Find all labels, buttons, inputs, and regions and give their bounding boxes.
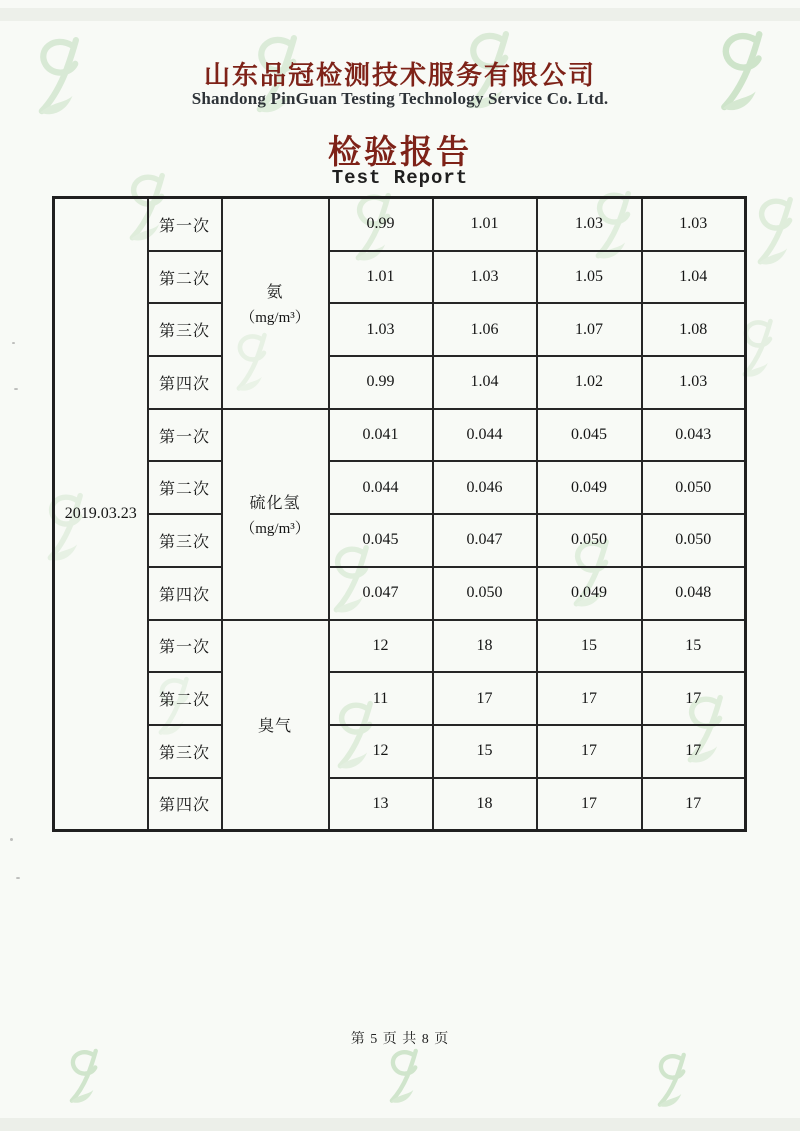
value-cell: 1.08: [642, 303, 746, 356]
value-cell: 0.050: [642, 514, 746, 567]
table-row: [54, 778, 746, 831]
value-cell: 15: [642, 620, 746, 673]
value-cell: 0.047: [329, 567, 433, 620]
trial-label-cell: 第三次: [148, 303, 222, 356]
value-cell: 0.041: [329, 409, 433, 462]
value-cell: 1.02: [537, 356, 642, 409]
value-cell: 0.046: [433, 461, 537, 514]
value-cell: 0.048: [642, 567, 746, 620]
trial-label-cell: 第四次: [148, 356, 222, 409]
table-row: [54, 672, 746, 725]
scan-speck: [10, 838, 13, 841]
value-cell: 0.049: [537, 567, 642, 620]
value-cell: 1.01: [329, 251, 433, 304]
watermark-logo-icon: [384, 1048, 428, 1104]
scan-speck: [12, 342, 15, 344]
value-cell: 0.043: [642, 409, 746, 462]
value-cell: 0.047: [433, 514, 537, 567]
value-cell: 0.99: [329, 198, 433, 251]
trial-label-cell: 第三次: [148, 725, 222, 778]
value-cell: 17: [537, 725, 642, 778]
value-cell: 1.06: [433, 303, 537, 356]
value-cell: 17: [642, 725, 746, 778]
value-cell: 12: [329, 620, 433, 673]
trial-label-cell: 第三次: [148, 514, 222, 567]
value-cell: 1.01: [433, 198, 537, 251]
trial-label-cell: 第一次: [148, 198, 222, 251]
trial-label-cell: 第二次: [148, 251, 222, 304]
table-row: [54, 461, 746, 514]
test-results-table: [52, 196, 747, 832]
value-cell: 0.049: [537, 461, 642, 514]
report-title-en: Test Report: [331, 167, 469, 189]
table-row: [54, 620, 746, 673]
value-cell: 18: [433, 620, 537, 673]
table-row: [54, 567, 746, 620]
table-row: [54, 356, 746, 409]
value-cell: 1.04: [642, 251, 746, 304]
value-cell: 0.044: [329, 461, 433, 514]
table-row: [54, 251, 746, 304]
value-cell: 0.044: [433, 409, 537, 462]
value-cell: 1.03: [329, 303, 433, 356]
value-cell: 15: [433, 725, 537, 778]
watermark-logo-icon: [64, 1048, 108, 1104]
value-cell: 0.050: [642, 461, 746, 514]
watermark-logo-icon: [652, 1052, 696, 1108]
value-cell: 17: [433, 672, 537, 725]
company-name-en: Shandong PinGuan Testing Technology Service Co. Ltd.: [191, 89, 609, 108]
value-cell: 0.045: [329, 514, 433, 567]
value-cell: 12: [329, 725, 433, 778]
value-cell: 1.03: [642, 356, 746, 409]
value-cell: 0.045: [537, 409, 642, 462]
parameter-name: 臭气: [257, 718, 292, 736]
table-row: [54, 409, 746, 462]
parameter-unit: （mg/m³）: [240, 310, 310, 327]
trial-label-cell: 第一次: [148, 620, 222, 673]
value-cell: 1.07: [537, 303, 642, 356]
page-number: 第 5 页 共 8 页: [350, 1032, 450, 1047]
value-cell: 0.050: [537, 514, 642, 567]
trial-label-cell: 第一次: [148, 409, 222, 462]
scan-edge-bottom: [0, 1118, 800, 1131]
parameter-cell-hydrogen-sulfide: [222, 409, 329, 620]
scan-speck: [14, 388, 18, 390]
watermark-logo-icon: [750, 196, 800, 266]
value-cell: 1.04: [433, 356, 537, 409]
value-cell: 18: [433, 778, 537, 831]
value-cell: 1.03: [433, 251, 537, 304]
value-cell: 17: [537, 672, 642, 725]
report-title-cn: 检验报告: [328, 135, 472, 171]
company-name-cn: 山东品冠检测技术服务有限公司: [203, 61, 596, 90]
scan-speck: [16, 877, 20, 879]
value-cell: 17: [537, 778, 642, 831]
trial-label-cell: 第二次: [148, 672, 222, 725]
value-cell: 0.99: [329, 356, 433, 409]
trial-label-cell: 第四次: [148, 778, 222, 831]
value-cell: 1.03: [537, 198, 642, 251]
trial-label-cell: 第二次: [148, 461, 222, 514]
sample-date-cell: 2019.03.23: [54, 198, 148, 831]
table-row: [54, 198, 746, 251]
parameter-name: 氨: [266, 284, 284, 302]
value-cell: 1.05: [537, 251, 642, 304]
value-cell: 1.03: [642, 198, 746, 251]
scan-edge-top: [0, 8, 800, 21]
parameter-unit: （mg/m³）: [240, 521, 310, 538]
value-cell: 0.050: [433, 567, 537, 620]
table-row: [54, 303, 746, 356]
value-cell: 17: [642, 778, 746, 831]
parameter-cell-ammonia: [222, 198, 329, 409]
value-cell: 13: [329, 778, 433, 831]
trial-label-cell: 第四次: [148, 567, 222, 620]
parameter-name: 硫化氢: [249, 495, 301, 513]
value-cell: 17: [642, 672, 746, 725]
table-row: [54, 514, 746, 567]
parameter-cell-odor: [222, 620, 329, 831]
value-cell: 11: [329, 672, 433, 725]
value-cell: 15: [537, 620, 642, 673]
table-row: [54, 725, 746, 778]
